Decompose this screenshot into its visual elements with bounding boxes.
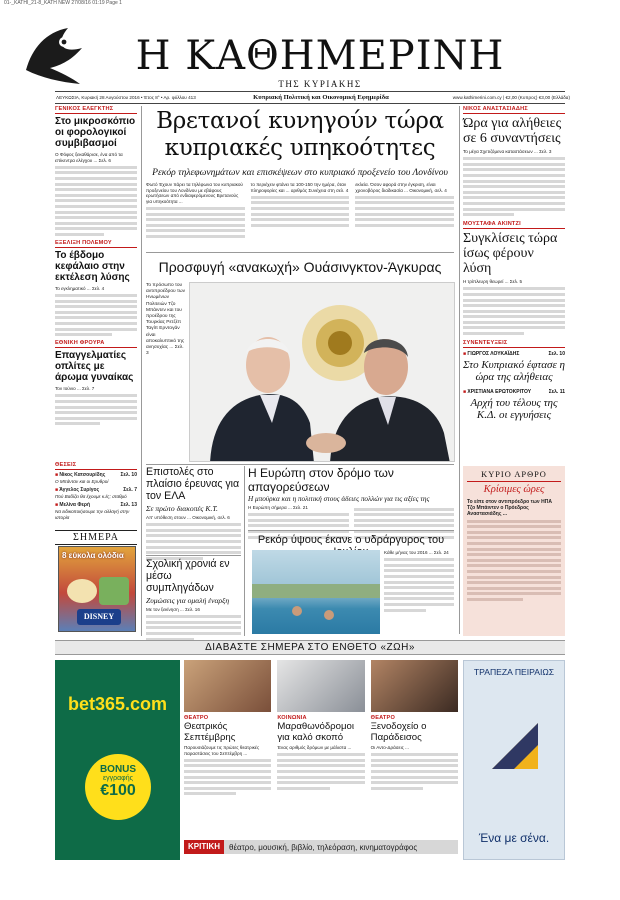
right-story-2-body: Η τρίπλευρη θεωρεί ... Σελ. 5 <box>463 279 523 285</box>
zoi-item-photo <box>184 660 271 712</box>
simera-promo-image[interactable] <box>58 546 136 632</box>
disney-badge: DISNEY <box>77 609 121 625</box>
bonus-line-2: εγγραφής <box>103 775 133 782</box>
lead-text-col-3: εκλεία. Όσον αφορά στην έγκριση, είναι χρονοβόρος διαδικασία ... Οικονομική, σελ. 4 <box>355 182 447 193</box>
piraeus-slogan: Ένα με σένα. <box>478 831 550 845</box>
zoi-item-category: ΚΟΙΝΩΝΙΑ <box>277 715 307 721</box>
interviews-label: ΣΥΝΕΝΤΕΥΞΕΙΣ <box>463 340 508 347</box>
story-school-body: Με τον ξεκίνηση ... Σελ. 16 <box>146 607 200 612</box>
bonus-badge <box>85 754 151 820</box>
left-story-3-label: ΕΘΝΙΚΗ ΦΡΟΥΡΑ <box>55 340 105 347</box>
lead-subhead: Ρεκόρ τηλεφωνημάτων και επισκέψεων στο κυπριακό προξενείο του Λονδίνου <box>152 167 448 178</box>
left-story-1-body: Ο Φόφος ξεκαθάρισε, ένα από τα επίκεντρα ελέγχου ... Σελ. 6 <box>55 152 123 163</box>
inside-item-name: ■ Άγγελος Συρίγος <box>55 487 100 494</box>
story-heat-headline[interactable]: Ρεκόρ ύψους έκανε ο υδράργυρος του <box>257 534 445 546</box>
inside-item-desc: Να ειδικοποιήσουμε την αλλαγή στην ιστορία <box>55 508 130 520</box>
piraeus-name: ΤΡΑΠΕΖΑ ΠΕΙΡΑΙΩΣ <box>473 667 555 677</box>
right-column <box>463 106 565 421</box>
lead-text-col-2: το περιέχειν φτάνει τα 100-150 την ημέρα, όταν πληροφορίες και ... αριθμός Συνέχεια στη σελ. 4 <box>250 182 349 193</box>
zoi-item-title: Θεατρικός Σεπτέμβρης <box>184 721 236 743</box>
opinion-body: Το είπε στον αντιπρόεδρο των ΗΠΑ Τζο Μπάιντεν ο Πρόεδρος Αναστασιάδης ... <box>467 499 552 517</box>
opinion-label: ΚΥΡΙΟ ΑΡΘΡΟ <box>481 470 547 479</box>
inside-item-page: Σελ. 13 <box>120 502 137 509</box>
inside-label: ΘΕΣΕΙΣ <box>55 462 77 468</box>
zoi-item-photo <box>277 660 364 712</box>
bonus-line-1: BONUS <box>99 764 137 775</box>
story-heat-body: Κάθε μήνας του 2016 ... Σελ. 24 <box>384 550 449 555</box>
owl-logo-icon <box>20 22 90 88</box>
bonus-amount: €100 <box>100 782 136 799</box>
page-slug: 01-_KATHI_21-8_KATH NEW 27/08/16 01:19 Page 1 <box>4 0 122 6</box>
left-column <box>55 106 137 428</box>
critique-text: θέατρο, μουσική, βιβλίο, τηλεόραση, κινηματογράφος <box>229 842 418 852</box>
inside-item[interactable] <box>55 488 137 499</box>
lead-text-col-1: Φωτό Έχουν πάρει τα τηλέφωνα του κυπριακού προξενείου του Λονδίνου με εβάφους ερωτήσεων από ενδιαφερόμενους Βρετανούς για υπηκοότητα ... <box>146 182 243 204</box>
right-story-1-label: ΝΙΚΟΣ ΑΝΑΣΤΑΣΙΑΔΗΣ <box>463 106 528 112</box>
story-heat-photo[interactable] <box>252 550 380 634</box>
simera-book-title: 8 εύκολα ολόδια <box>62 551 124 560</box>
interview-page: Σελ. 11 <box>548 389 565 396</box>
inside-item-page: Σελ. 10 <box>120 472 137 478</box>
story-ela[interactable] <box>146 466 241 562</box>
simera-label: ΣΗΜΕΡΑ <box>55 530 137 545</box>
interview-page: Σελ. 10 <box>548 351 565 358</box>
dateline-left: ΛΕΥΚΩΣΙΑ, Κυριακή 28 Αυγούστου 2016 • Έτος 8° • Αρ. φύλλου 413 <box>56 95 196 100</box>
right-story-1[interactable] <box>463 106 565 216</box>
zoi-item-title: Ξενοδοχείο ο Παράδεισος <box>370 721 427 743</box>
zoi-item[interactable] <box>184 660 271 838</box>
inside-item-desc: Πού Βαδίζει θα έχουμε κ.ές; σταθμό <box>55 493 127 499</box>
interview-item[interactable] <box>463 351 565 383</box>
interview-quote: Αρχή του τέλους της Κ.Δ. οι εγγυήσεις <box>470 397 558 422</box>
piraeus-bank-ad[interactable] <box>463 660 565 860</box>
interview-quote: Στο Κυπριακό έφτασε η ώρα της αλήθειας <box>463 359 565 384</box>
zoi-item-body: Ένας αριθμός δρόμων με μάλιστα ... <box>277 745 352 750</box>
critique-bar[interactable] <box>184 840 458 854</box>
interview-item[interactable] <box>463 389 565 421</box>
left-story-2-label: ΕΞΕΛΙΞΗ ΠΟΛΕΜΟΥ <box>55 239 112 246</box>
zoi-item[interactable] <box>371 660 458 838</box>
left-story-1-label: ΓΕΝΙΚΟΣ ΕΛΕΓΚΤΗΣ <box>55 106 114 112</box>
masthead <box>0 8 620 94</box>
story-ela-headline: Επιστολές στο πλαίσιο έρευνας για τον ΕΛΑ <box>146 466 240 502</box>
interview-name: ■ ΧΡΙΣΤΙΑΝΑ ΕΡΩΤΟΚΡΙΤΟΥ <box>463 389 532 396</box>
lead-text <box>146 182 454 241</box>
piraeus-logo-icon <box>490 721 540 771</box>
zoi-item-body: Οι Αντο-Δράσεις ... <box>370 745 409 750</box>
zoi-item-title: Μαραθωνόδρομοι για καλό σκοπό <box>277 721 354 743</box>
left-story-3-body: Τον Ιούνιο ... Σελ. 7 <box>55 386 95 392</box>
inside-item-page: Σελ. 7 <box>123 487 137 494</box>
opinion-box[interactable] <box>463 466 565 636</box>
dateline-right: www.kathimerini.com.cy | €2,00 (Κυπρος) €3,00 (Ελλάδα) <box>452 95 570 100</box>
left-story-2-title: Το έβδομο κεφάλαιο στην εκτέλεση λύσης <box>55 249 130 283</box>
story-school-headline: Σχολική χρονιά εν μέσω συμπληγάδων <box>146 558 230 594</box>
bet365-ad[interactable] <box>55 660 180 860</box>
story-school[interactable] <box>146 558 241 643</box>
inside-item-name: ■ Νίκος Κατσουρίδης <box>55 472 106 478</box>
lead-headline[interactable]: Βρετανοί κυνηγούν τώρα κυπριακές υπηκοότητες <box>156 108 444 161</box>
zoi-item-photo <box>371 660 458 712</box>
opinion-title: Κρίσιμες ώρες <box>483 484 545 495</box>
story-school-subhead: Ζυμώσεις για ομαλή έναρξη <box>146 596 230 605</box>
lead-photo[interactable] <box>189 282 455 462</box>
inside-box <box>55 462 137 520</box>
left-story-1-title: Στο μικροσκόπιο οι φορολογικοί συμβιβασμοί <box>55 116 136 149</box>
left-story-3[interactable] <box>55 340 137 425</box>
right-story-1-title: Ώρα για αλήθειες σε 6 συναντήσεις <box>463 116 562 146</box>
photo-story-headline[interactable]: Προσφυγή «ανακωχή» Ουάσινγκτον-Άγκυρας <box>158 259 442 275</box>
story-ela-subhead: Σε πρώτο διακοπές Κ.Τ. <box>146 504 218 513</box>
zoi-banner[interactable]: ΔΙΑΒΑΣΤΕ ΣΗΜΕΡΑ ΣΤΟ ΕΝΘΕΤΟ «ΖΩΗ» <box>55 640 565 655</box>
critique-label: ΚΡΙΤΙΚΗ <box>184 840 224 854</box>
right-story-2-label: ΜΟΥΣΤΑΦΑ ΑΚΙΝΤΖΙ <box>463 221 521 228</box>
zoi-item-category: ΘΕΑΤΡΟ <box>370 715 396 721</box>
inside-item-desc: Ο Μπάνταν και οι Ερυθροί <box>55 478 109 484</box>
zoi-item[interactable] <box>277 660 364 838</box>
left-story-2-body: Το εγκληματικό ... Σελ. 4 <box>55 285 105 291</box>
inside-item[interactable] <box>55 473 137 484</box>
left-story-2[interactable] <box>55 240 137 336</box>
left-story-1[interactable] <box>55 106 137 236</box>
right-story-1-body: Το μέγα Σχετιζόμενα καταστάσεων ... Σελ. 3 <box>463 149 552 154</box>
story-europe-headline: Η Ευρώπη στον δρόμο των απαγορεύσεων <box>248 466 394 494</box>
story-europe-body: Η Ευρώπη σήμερα ... Σελ. 21 <box>248 505 308 510</box>
interviews-box <box>463 340 565 421</box>
zoi-item-body: Παρουσιάζουμε τις πρώτες θεατρικές παραστάσεις του Σεπτέμβρη ... <box>184 745 260 756</box>
inside-item-name: ■ Μελίνα Φερή <box>55 502 90 509</box>
photo-caption: Το πρόσωπο του αντιπροέδρου των Ηνωμένων Πολιτειών Τζο Μπάιντεν και του προέδρου της Τουρκίας Ρετζέπ Ταγίπ Ερντογάν είναι αποκαλυπτικό της ανησυχίας ... Σελ. 3 <box>146 283 185 357</box>
zoi-item-category: ΘΕΑΤΡΟ <box>184 715 209 721</box>
right-story-2-title: Συγκλίσεις τώρα ίσως φέρουν λύση <box>463 231 558 277</box>
left-story-3-title: Επαγγελματίες οπλίτες με άρωμα γυναίκας <box>55 350 134 384</box>
interview-name: ■ ΓΙΩΡΓΟΣ ΛΟΥΚΑΪΔΗΣ <box>463 351 520 358</box>
inside-item[interactable] <box>55 503 137 520</box>
story-ela-body: Απ’ υπόθεση στουν ... Οικονομική, σελ. 6 <box>146 515 230 520</box>
story-europe-subhead: Η μπούρκα και η πολιτική στους άδειες πολλών για τις αξίες της <box>248 495 430 503</box>
right-story-2[interactable] <box>463 221 565 335</box>
dateline-center: Κυπριακή Πολιτική και Οικονομική Εφημερίδα <box>253 94 389 101</box>
masthead-subtitle: ΤΗΣ ΚΥΡΙΑΚΗΣ <box>278 79 362 89</box>
masthead-title: Η ΚΑΘΗΜΕΡΙΝΗ <box>135 33 505 79</box>
bet365-logo: bet365.com <box>67 694 168 714</box>
